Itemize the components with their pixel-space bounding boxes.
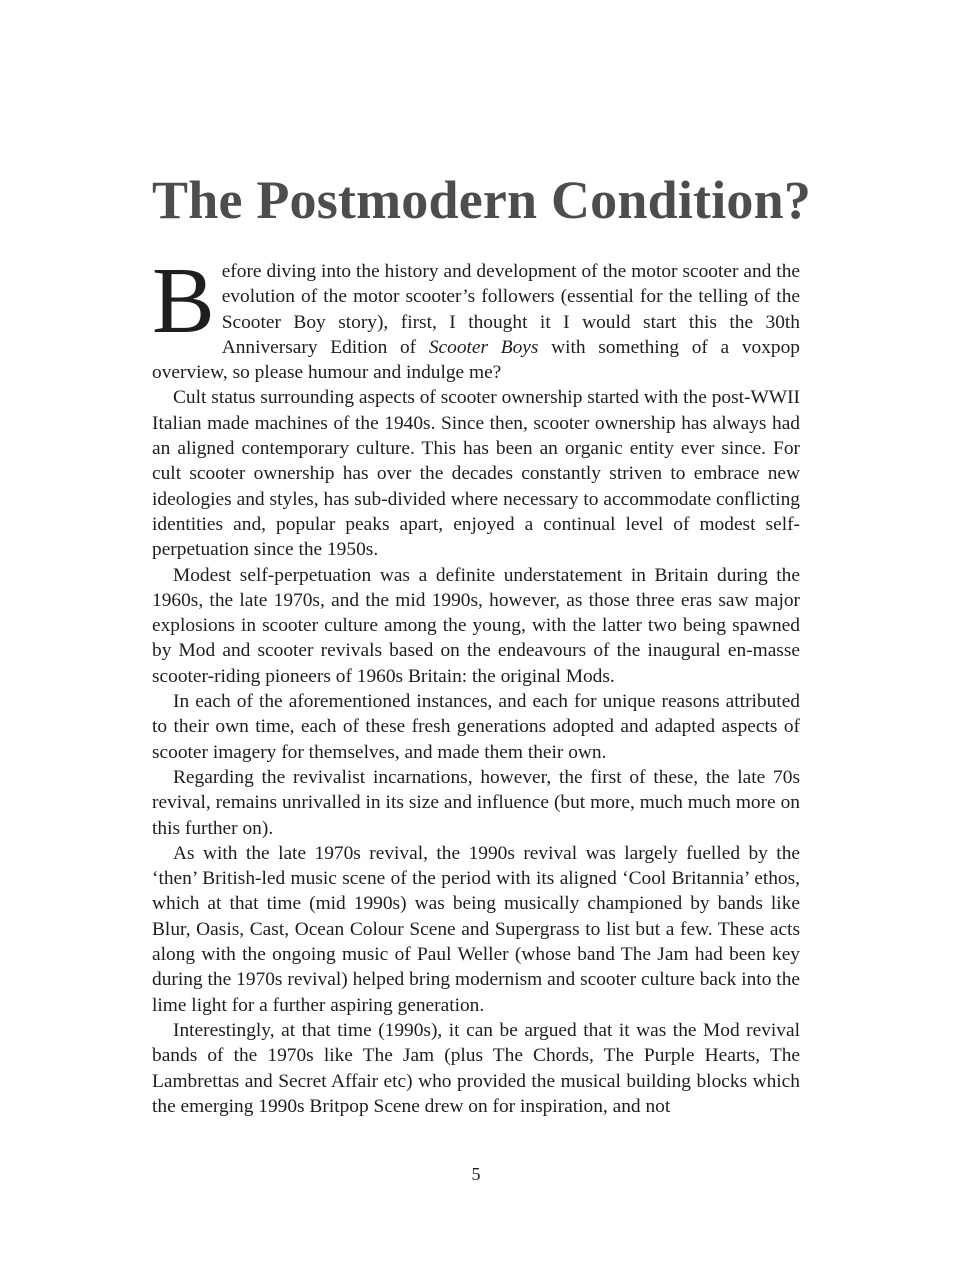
body-text — [152, 249, 801, 1119]
paragraph-1-text: efore diving into the history and development of the motor scooter and the evolution of the motor scooter’s followers (essential for the telling of the Scooter Boy story), first, I thought it I would start this the 30th Anniversary Edition of — [221, 261, 800, 358]
paragraph-1-text-end: with something of a voxpop overview, so please humour and indulge me? — [152, 336, 801, 384]
paragraph-2: Cult status surrounding aspects of scooter ownership started with the post-WWII Italian made machines of the 1940s. Since then, scooter ownership has always had an aligned contemporary culture. This has been an organic entity ever since. For cult scooter ownership has over the decades constantly striven to embrace new ideologies and styles, has sub-divided where necessary to accommodate conflicting identities and, popular peaks apart, enjoyed a continual level of modest self-perpetuation since the 1950s. — [152, 387, 800, 561]
paragraph-3: Modest self-perpetuation was a definite understatement in Britain during the 1960s, the late 1970s, and the mid 1990s, however, as those three eras saw major explosions in scooter culture among the young, with the latter two being spawned by Mod and scooter revivals based on the endeavours of the inaugural en-masse scooter-riding pioneers of 1960s Britain: the original Mods. — [152, 564, 800, 687]
paragraph-5: Regarding the revivalist incarnations, however, the first of these, the late 70s revival, remains unrivalled in its size and influence (but more, much much more on this further on). — [152, 766, 800, 839]
paragraph-7: Interestingly, at that time (1990s), it can be argued that it was the Mod revival bands of the 1970s like The Jam (plus The Chords, The Purple Hearts, The Lambrettas and Secret Affair etc) who provided the musical building blocks which the emerging 1990s Britpop Scene drew on for inspiration, and not — [152, 1019, 800, 1117]
paragraph-6: As with the late 1970s revival, the 1990s revival was largely fuelled by the ‘then’ British-led music scene of the period with its aligned ‘Cool Britannia’ ethos, which at that time (mid 1990s) was being musically championed by bands like Blur, Oasis, Cast, Ocean Colour Scene and Supergrass to list but a few. These acts along with the ongoing music of Paul Weller (whose band The Jam had been key during the 1970s revival) helped bring modernism and scooter culture back into the lime light for a further aspiring generation. — [152, 842, 800, 1016]
page-number: 5 — [471, 1164, 481, 1184]
paragraph-4: In each of the aforementioned instances, and each for unique reasons attributed to their own time, each of these fresh generations adopted and adapted aspects of scooter imagery for themselves, and made them their own. — [152, 691, 800, 763]
chapter-title: The Postmodern Condition? — [152, 170, 812, 230]
drop-cap: B — [152, 249, 215, 353]
book-page — [152, 0, 812, 1280]
paragraph-1 — [152, 249, 801, 385]
book-title-italic: Scooter Boys — [428, 336, 539, 358]
